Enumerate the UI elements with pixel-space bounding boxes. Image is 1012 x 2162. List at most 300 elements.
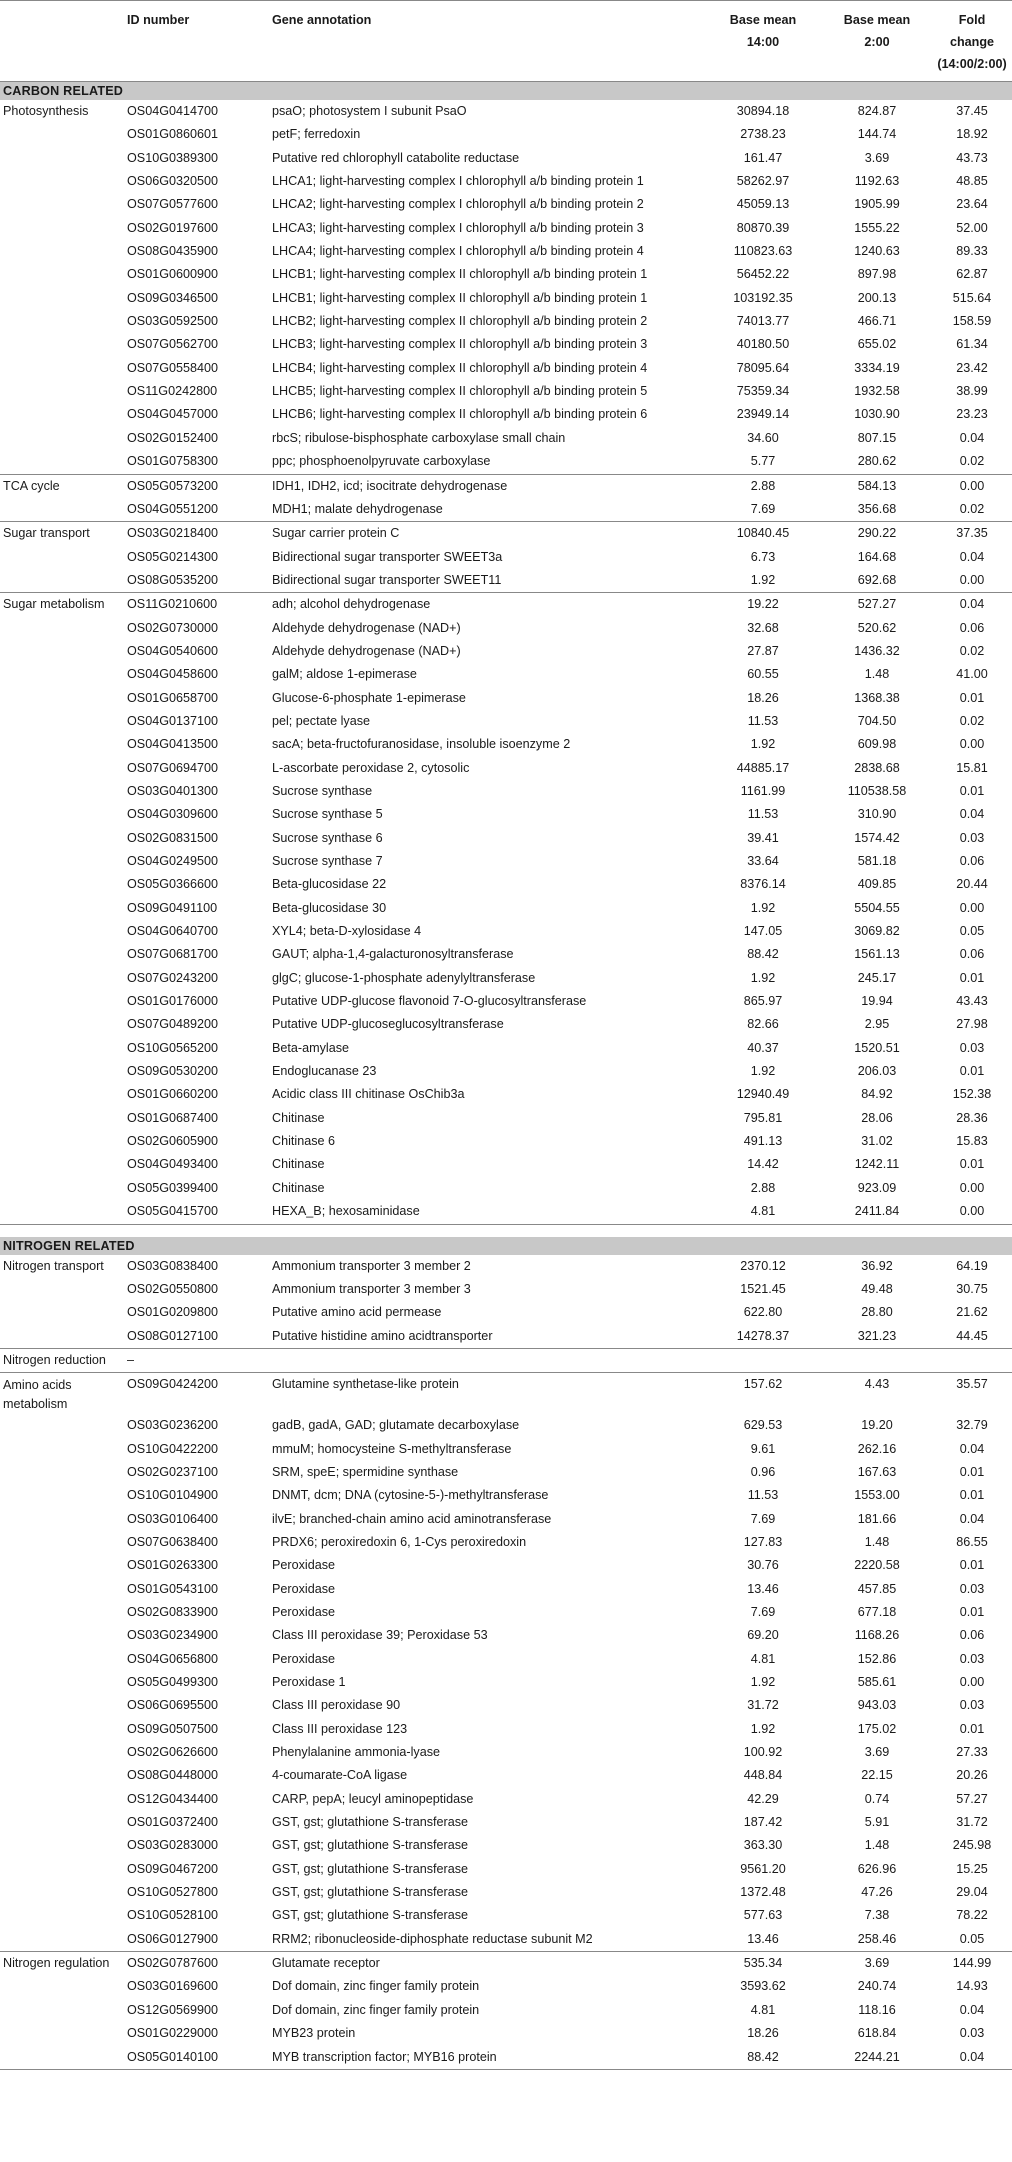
fold-change-cell: 23.64 — [956, 197, 988, 212]
table-row — [0, 1438, 1012, 1461]
base-mean-14-cell: 80870.39 — [736, 220, 790, 235]
table-row — [0, 1881, 1012, 1904]
annotation-cell: MYB transcription factor; MYB16 protein — [269, 2046, 704, 2070]
base-mean-2-cell — [822, 1348, 932, 1372]
base-mean-2-cell: 1520.51 — [854, 1040, 900, 1055]
category-header — [0, 1, 124, 82]
id-cell: OS05G0140100 — [124, 2046, 269, 2070]
id-cell: OS02G0152400 — [127, 430, 219, 445]
base-mean-14-cell: 7.69 — [704, 498, 822, 522]
category-cell-empty — [0, 803, 124, 826]
base-mean-2-cell: 1555.22 — [854, 220, 900, 235]
id-cell: OS10G0389300 — [127, 150, 219, 165]
fold-change-cell: 0.01 — [959, 1558, 985, 1573]
base-mean-14-cell: 187.42 — [743, 1815, 783, 1830]
base-mean-2-cell: 5.91 — [864, 1815, 890, 1830]
fold-change-cell: 0.02 — [959, 713, 985, 728]
annotation-cell: SRM, speE; spermidine synthase — [272, 1464, 459, 1479]
table-row — [0, 1301, 1012, 1324]
id-cell: OS01G0176000 — [127, 994, 219, 1009]
category-cell-empty — [0, 263, 124, 286]
base-mean-14-cell: 865.97 — [743, 994, 783, 1009]
fold-change-cell: 0.01 — [959, 1488, 985, 1503]
section-header-row — [0, 1237, 1012, 1255]
base-mean-14-cell: 0.96 — [750, 1464, 776, 1479]
base-mean-2-cell: 22.15 — [861, 1768, 893, 1783]
category-cell-empty — [0, 710, 124, 733]
id-cell: OS03G0592500 — [127, 314, 219, 329]
base-mean-14-cell: 9561.20 — [740, 1861, 786, 1876]
base-mean-2-cell: 152.86 — [857, 1651, 897, 1666]
table-row — [0, 967, 1012, 990]
base-mean-14-cell: 491.13 — [743, 1134, 783, 1149]
id-cell: OS05G0399400 — [127, 1180, 219, 1195]
id-cell: OS09G0507500 — [127, 1721, 219, 1736]
table-row — [0, 1601, 1012, 1624]
category-cell-empty — [0, 1648, 124, 1671]
table-row — [0, 1741, 1012, 1764]
fold-change-cell: 0.02 — [959, 643, 985, 658]
base-mean-2-cell: 19.20 — [861, 1418, 893, 1433]
fold-change-cell: 32.79 — [956, 1418, 988, 1433]
annotation-cell: Glutamine synthetase-like protein — [269, 1373, 704, 1415]
table-row — [0, 217, 1012, 240]
base-mean-2-cell: 655.02 — [857, 337, 897, 352]
base-mean-2-cell: 2838.68 — [854, 760, 900, 775]
category-cell-empty — [0, 1554, 124, 1577]
fold-change-cell: 30.75 — [956, 1281, 988, 1296]
table-row — [0, 990, 1012, 1013]
fold-change-cell: 0.04 — [932, 593, 1012, 617]
category-cell: Sugar transport — [0, 522, 124, 546]
base-mean-2-cell: 118.16 — [858, 2002, 896, 2017]
annotation-cell: DNMT, dcm; DNA (cytosine-5-)-methyltransferase — [272, 1488, 549, 1503]
fold-change-cell: 78.22 — [956, 1908, 988, 1923]
id-cell: OS07G0638400 — [127, 1534, 219, 1549]
base-mean-14-cell: 18.26 — [747, 690, 779, 705]
table-row — [0, 569, 1012, 593]
base-mean-2-cell: 31.02 — [861, 1134, 893, 1149]
id-cell: OS09G0530200 — [127, 1064, 219, 1079]
base-mean-2-cell: 1.48 — [864, 667, 890, 682]
id-cell: OS03G0218400 — [124, 522, 269, 546]
table-body — [0, 82, 1012, 2070]
table-row — [0, 193, 1012, 216]
base-mean-2-cell: 28.06 — [861, 1110, 893, 1125]
fold-change-cell: 0.00 — [959, 1180, 985, 1195]
base-mean-14-cell: 4.81 — [750, 2002, 776, 2017]
category-cell-empty — [0, 1461, 124, 1484]
id-cell: OS05G0499300 — [127, 1675, 219, 1689]
table-row — [0, 2022, 1012, 2045]
annotation-cell: Peroxidase — [272, 1558, 336, 1573]
fold-change-cell: 0.04 — [959, 549, 985, 564]
table-row — [0, 498, 1012, 522]
annotation-cell: GST, gst; glutathione S-transferase — [272, 1838, 469, 1853]
annotation-cell: RRM2; ribonucleoside-diphosphate reductase subunit M2 — [269, 1928, 704, 1952]
table-row — [0, 1013, 1012, 1036]
base-mean-2-cell: 49.48 — [861, 1281, 893, 1296]
category-cell: Nitrogen transport — [3, 1258, 104, 1273]
annotation-cell: Aldehyde dehydrogenase (NAD+) — [272, 620, 461, 635]
category-cell-empty — [0, 1788, 124, 1811]
category-cell-empty — [0, 757, 124, 780]
category-cell-empty — [0, 217, 124, 240]
annotation-cell: petF; ferredoxin — [272, 127, 361, 142]
table-row — [0, 2046, 1012, 2070]
base-mean-14-cell: 88.42 — [704, 2046, 822, 2070]
annotation-cell: Ammonium transporter 3 member 3 — [272, 1281, 471, 1296]
category-cell-empty — [0, 1694, 124, 1717]
category-cell-empty — [0, 310, 124, 333]
table-row — [0, 240, 1012, 263]
id-cell: OS04G0540600 — [127, 643, 219, 658]
category-cell-empty — [0, 1881, 124, 1904]
category-cell-empty — [0, 733, 124, 756]
annotation-cell: Beta-glucosidase 30 — [272, 900, 387, 915]
category-cell-empty — [0, 403, 124, 426]
base-mean-14-cell: 12940.49 — [736, 1087, 790, 1102]
id-cell: OS05G0366600 — [127, 877, 219, 892]
category-cell-empty — [0, 1438, 124, 1461]
table-row — [0, 1788, 1012, 1811]
fold-change-cell: 62.87 — [956, 267, 988, 282]
annotation-cell: Peroxidase — [272, 1604, 336, 1619]
annotation-cell: LHCB4; light-harvesting complex II chlorophyll a/b binding protein 4 — [272, 360, 648, 375]
table-row — [0, 1811, 1012, 1834]
id-cell: OS02G0787600 — [124, 1952, 269, 1976]
annotation-cell: MDH1; malate dehydrogenase — [269, 498, 704, 522]
category-cell-empty — [0, 1624, 124, 1647]
annotation-cell: Peroxidase — [272, 1651, 336, 1666]
category-cell-empty — [0, 1484, 124, 1507]
base-mean-14-cell: 127.83 — [743, 1534, 783, 1549]
annotation-cell: Beta-amylase — [272, 1040, 349, 1055]
category-cell-empty — [0, 1858, 124, 1881]
base-mean-14-cell: 78095.64 — [736, 360, 790, 375]
category-cell-empty — [0, 850, 124, 873]
table-row — [0, 1373, 1012, 1415]
base-mean-14-cell: 448.84 — [743, 1768, 783, 1783]
category-cell-empty — [0, 920, 124, 943]
base-mean-14-cell: 1521.45 — [740, 1281, 786, 1296]
base-mean-2-cell: 47.26 — [861, 1885, 893, 1900]
fold-change-cell: 0.06 — [959, 620, 985, 635]
fold-change-cell: 89.33 — [956, 244, 988, 259]
base-mean-14-cell: 535.34 — [704, 1952, 822, 1976]
annotation-cell: Putative UDP-glucose flavonoid 7-O-glucosyltransferase — [272, 994, 587, 1009]
id-cell: OS06G0695500 — [127, 1698, 219, 1713]
fold-change-cell: 0.00 — [959, 1675, 985, 1689]
id-cell: OS01G0209800 — [127, 1305, 219, 1320]
base-mean-2-cell: 618.84 — [857, 2026, 897, 2041]
base-mean-14-cell: 103192.35 — [733, 290, 793, 305]
table-row — [0, 1554, 1012, 1577]
table-row — [0, 1060, 1012, 1083]
fold-change-cell: 0.03 — [959, 830, 985, 845]
annotation-cell: ilvE; branched-chain amino acid aminotransferase — [272, 1511, 552, 1526]
category-cell-empty — [0, 357, 124, 380]
table-row — [0, 850, 1012, 873]
base-mean-14-cell: 45059.13 — [736, 197, 790, 212]
base-mean-14-cell: 31.72 — [747, 1698, 779, 1713]
fold-change-cell: 21.62 — [956, 1305, 988, 1320]
id-cell: OS02G0730000 — [127, 620, 219, 635]
base-mean-14-cell: 27.87 — [747, 643, 779, 658]
base-mean-14-cell — [704, 1348, 822, 1372]
annotation-cell: LHCA4; light-harvesting complex I chlorophyll a/b binding protein 4 — [272, 244, 644, 259]
base-mean-14-cell: 1.92 — [750, 1064, 776, 1079]
table-row — [0, 920, 1012, 943]
base-mean-2-cell: 923.09 — [857, 1180, 897, 1195]
base-mean-2-cell: 167.63 — [857, 1464, 897, 1479]
base-mean-14-cell: 13.46 — [704, 1928, 822, 1952]
fold-change-cell: 0.03 — [959, 1581, 985, 1596]
id-cell: OS08G0127100 — [124, 1325, 269, 1349]
annotation-cell: Putative red chlorophyll catabolite reductase — [272, 150, 520, 165]
id-cell: OS04G0640700 — [127, 924, 219, 939]
annotation-cell: CARP, pepA; leucyl aminopeptidase — [272, 1791, 474, 1806]
base-mean-2-cell: 110538.58 — [847, 783, 907, 798]
fold-change-cell: 0.02 — [932, 498, 1012, 522]
base-mean-14-cell: 33.64 — [747, 854, 779, 868]
base-mean-2-cell: 262.16 — [857, 1441, 897, 1456]
id-cell: OS10G0422200 — [127, 1441, 219, 1456]
id-cell: OS10G0104900 — [127, 1488, 219, 1503]
table-row — [0, 1107, 1012, 1130]
id-cell: – — [124, 1348, 269, 1372]
category-cell-empty — [0, 147, 124, 170]
base-mean-14-cell: 110823.63 — [733, 244, 793, 259]
table-row — [0, 1153, 1012, 1176]
category-cell-empty — [0, 1508, 124, 1531]
base-mean-14-cell: 75359.34 — [736, 384, 790, 399]
category-cell-empty — [0, 943, 124, 966]
base-mean-2-header: Base mean 2:00 — [843, 13, 911, 49]
annotation-cell: Dof domain, zinc finger family protein — [272, 2002, 480, 2017]
category-cell-empty — [0, 546, 124, 569]
base-mean-2-cell: 0.74 — [864, 1791, 890, 1806]
annotation-cell: Phenylalanine ammonia-lyase — [272, 1745, 441, 1760]
base-mean-14-cell: 13.46 — [747, 1581, 779, 1596]
category-cell-empty — [0, 640, 124, 663]
category-cell-empty — [0, 498, 124, 522]
id-cell: OS01G0600900 — [127, 267, 219, 282]
id-cell: OS05G0415700 — [124, 1200, 269, 1224]
fold-change-cell: 86.55 — [956, 1534, 988, 1549]
category-cell-empty — [0, 1531, 124, 1554]
annotation-cell: Chitinase — [272, 1110, 325, 1125]
annotation-cell: Beta-glucosidase 22 — [272, 877, 387, 892]
annotation-cell: Sucrose synthase 6 — [272, 830, 383, 845]
id-cell: OS02G0831500 — [127, 830, 219, 845]
base-mean-14-cell: 9.61 — [750, 1441, 776, 1456]
id-cell: OS02G0626600 — [127, 1745, 219, 1760]
id-cell: OS04G0656800 — [127, 1651, 219, 1666]
category-cell-empty — [0, 897, 124, 920]
base-mean-14-cell: 11.53 — [747, 1488, 779, 1503]
base-mean-2-cell: 1905.99 — [854, 197, 900, 212]
table-row — [0, 1130, 1012, 1153]
annotation-cell: Sucrose synthase — [272, 783, 373, 798]
id-cell: OS03G0838400 — [127, 1258, 219, 1273]
table-row — [0, 1508, 1012, 1531]
base-mean-2-cell: 2411.84 — [822, 1200, 932, 1224]
table-row — [0, 663, 1012, 686]
base-mean-2-cell: 609.98 — [857, 737, 897, 752]
base-mean-2-cell: 2220.58 — [854, 1558, 900, 1573]
table-row — [0, 1200, 1012, 1224]
base-mean-2-cell: 1.48 — [864, 1838, 890, 1853]
fold-change-cell: 0.01 — [959, 1604, 985, 1619]
table-row — [0, 1255, 1012, 1278]
annotation-cell: galM; aldose 1-epimerase — [272, 667, 417, 682]
annotation-cell: LHCB2; light-harvesting complex II chlorophyll a/b binding protein 2 — [272, 314, 648, 329]
category-cell-empty — [0, 427, 124, 450]
id-cell: OS01G0658700 — [127, 690, 219, 705]
table-row — [0, 593, 1012, 617]
annotation-header: Gene annotation — [272, 13, 372, 27]
annotation-cell: Class III peroxidase 123 — [272, 1721, 408, 1736]
table-row — [0, 897, 1012, 920]
base-mean-14-cell: 1.92 — [704, 569, 822, 593]
annotation-cell: Glutamate receptor — [269, 1952, 704, 1976]
fold-change-cell: 0.01 — [959, 1721, 985, 1736]
table-row — [0, 733, 1012, 756]
table-row — [0, 1671, 1012, 1694]
id-cell: OS07G0243200 — [127, 970, 219, 985]
base-mean-14-cell: 11.53 — [747, 713, 779, 728]
base-mean-2-cell: 3069.82 — [854, 924, 900, 939]
table-row — [0, 1834, 1012, 1857]
base-mean-2-cell: 3.69 — [822, 1952, 932, 1976]
table-row — [0, 546, 1012, 569]
base-mean-2-cell: 258.46 — [822, 1928, 932, 1952]
category-cell: Nitrogen regulation — [0, 1952, 124, 1976]
header-row — [0, 1, 1012, 82]
base-mean-2-cell: 409.85 — [857, 877, 897, 892]
base-mean-14-cell: 363.30 — [743, 1838, 783, 1853]
id-cell: OS02G0605900 — [127, 1134, 219, 1149]
id-cell: OS06G0127900 — [124, 1928, 269, 1952]
annotation-cell: HEXA_B; hexosaminidase — [269, 1200, 704, 1224]
base-mean-2-cell: 1242.11 — [854, 1157, 900, 1172]
fold-change-cell: 15.81 — [956, 760, 988, 775]
id-cell: OS10G0565200 — [127, 1040, 219, 1055]
base-mean-14-cell: 39.41 — [747, 830, 779, 845]
table-row — [0, 1952, 1012, 1976]
table-row — [0, 640, 1012, 663]
category-cell-empty — [0, 1130, 124, 1153]
base-mean-14-cell: 58262.97 — [736, 174, 790, 189]
base-mean-14-header: Base mean 14:00 — [729, 13, 797, 49]
base-mean-14-cell: 7.69 — [750, 1604, 776, 1619]
id-cell: OS04G0551200 — [124, 498, 269, 522]
annotation-cell: Ammonium transporter 3 member 2 — [272, 1258, 471, 1273]
base-mean-14-cell: 1.92 — [750, 900, 776, 915]
id-cell: OS01G0660200 — [127, 1087, 219, 1102]
table-row — [0, 1414, 1012, 1437]
base-mean-2-cell: 897.98 — [857, 267, 897, 282]
table-row — [0, 1718, 1012, 1741]
id-cell: OS04G0137100 — [127, 713, 219, 728]
table-row — [0, 450, 1012, 474]
base-mean-14-cell: 14278.37 — [704, 1325, 822, 1349]
id-cell: OS04G0493400 — [127, 1157, 219, 1172]
fold-change-cell: 0.05 — [932, 1928, 1012, 1952]
base-mean-2-cell: 1368.38 — [854, 690, 900, 705]
table-row — [0, 803, 1012, 826]
annotation-cell: Sugar carrier protein C — [269, 522, 704, 546]
table-row — [0, 1928, 1012, 1952]
id-cell: OS03G0283000 — [127, 1838, 219, 1853]
category-cell-empty — [0, 2046, 124, 2070]
category-cell-empty — [0, 990, 124, 1013]
category-cell-empty — [0, 617, 124, 640]
base-mean-14-cell: 82.66 — [747, 1017, 779, 1032]
annotation-cell: LHCB3; light-harvesting complex II chlorophyll a/b binding protein 3 — [272, 337, 648, 352]
id-cell: OS04G0458600 — [127, 667, 219, 682]
base-mean-14-cell: 69.20 — [747, 1628, 779, 1643]
category-cell-empty — [0, 333, 124, 356]
annotation-cell: Class III peroxidase 90 — [272, 1698, 401, 1713]
base-mean-2-cell: 175.02 — [857, 1721, 897, 1736]
fold-change-cell: 0.04 — [959, 430, 985, 445]
base-mean-14-cell: 161.47 — [743, 150, 783, 165]
fold-change-cell: 0.03 — [959, 1040, 985, 1055]
annotation-cell: Bidirectional sugar transporter SWEET11 — [269, 569, 704, 593]
fold-change-cell: 23.23 — [956, 407, 988, 422]
table-row — [0, 474, 1012, 498]
id-cell: OS04G0414700 — [127, 104, 219, 118]
id-cell: OS01G0758300 — [124, 450, 269, 474]
annotation-cell: adh; alcohol dehydrogenase — [269, 593, 704, 617]
table-row — [0, 310, 1012, 333]
category-cell-empty — [0, 1764, 124, 1787]
base-mean-14-cell: 44885.17 — [736, 760, 790, 775]
category-cell-empty — [0, 287, 124, 310]
category-cell-empty — [0, 827, 124, 850]
category-cell: Sugar metabolism — [0, 593, 124, 617]
fold-change-cell: 14.93 — [956, 1979, 988, 1994]
table-row — [0, 522, 1012, 546]
base-mean-14-cell: 4.81 — [750, 1651, 776, 1666]
category-cell-empty — [0, 569, 124, 593]
annotation-cell: Peroxidase 1 — [272, 1675, 346, 1689]
annotation-cell: GST, gst; glutathione S-transferase — [272, 1885, 469, 1900]
fold-change-cell: 0.01 — [959, 783, 985, 798]
fold-change-cell: 20.26 — [956, 1768, 988, 1783]
id-cell: OS11G0210600 — [124, 593, 269, 617]
id-cell: OS05G0573200 — [124, 474, 269, 498]
annotation-cell: Bidirectional sugar transporter SWEET3a — [272, 549, 503, 564]
table-row — [0, 380, 1012, 403]
fold-change-cell: 35.57 — [932, 1373, 1012, 1415]
id-cell: OS04G0457000 — [127, 407, 219, 422]
fold-change-cell: 0.02 — [932, 450, 1012, 474]
base-mean-2-cell: 36.92 — [861, 1258, 893, 1273]
category-cell: Photosynthesis — [3, 104, 89, 118]
annotation-cell: GST, gst; glutathione S-transferase — [272, 1908, 469, 1923]
section-header-row — [0, 82, 1012, 101]
category-cell-empty — [0, 1060, 124, 1083]
fold-change-cell: 0.01 — [959, 1157, 985, 1172]
base-mean-14-cell: 4.81 — [704, 1200, 822, 1224]
table-row — [0, 1461, 1012, 1484]
fold-change-cell: 0.05 — [959, 924, 985, 939]
id-cell: OS09G0491100 — [127, 900, 218, 915]
section-spacer — [0, 1224, 1012, 1237]
